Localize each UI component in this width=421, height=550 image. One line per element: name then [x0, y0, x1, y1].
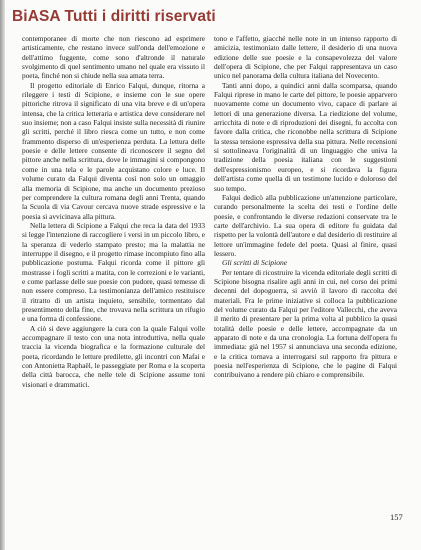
paragraph: Per tentare di ricostruire la vicenda editoriale degli scritti di Scipione bisogna risalire agli anni in cui, nel corso dei primi decenni del dopoguerra, si avviò il lavoro di raccolta dei materiali. Fra le prime iniziative si colloca la pubblicazione del volume curato da Falqui per l'editore Vallecchi, che aveva il merito di presentare per la prima volta al pubblico la quasi totalità delle poesie e delle lettere, accompagnate da un apparato di note e da una cronologia. La fortuna dell'opera fu immediata: già nel 1957 si annunciava una seconda edizione, e la critica tornava a interrogarsi sul rapporto fra pittura e poesia nell'esperienza di Scipione, che le pagine di Falqui contribuivano a rendere più chiaro e comprensibile.: [214, 267, 397, 380]
paragraph: contemporanee di morte che non riescono ad esprimere artisticamente, che restano invece sull'onda dell'emozione e dell'attimo fuggente, come sono d'altronde il naturale svolgimento di quel sentimento umano nel quale era vissuto il poeta, finché non si chiude nella sua amata terra.: [22, 34, 205, 81]
paragraph: Il progetto editoriale di Enrico Falqui, dunque, ritorna a rileggere i testi di Scipione, e insieme con le sue opere pittoriche ritrova il significato di una vita breve e di un'opera intensa, che la critica letteraria e artistica deve considerare nel suo insieme; non a caso Falqui insiste sulla necessità di riunire gli scritti, perché il libro riesca come un tutto, e non come frammento disperso di un'esperienza perduta. La lettura delle poesie e delle lettere consente di riconoscere il segno del pittore anche nella scrittura, dove le immagini si compongono come in una tela e le parole acquistano colore e luce. Il volume curato da Falqui diventa così non solo un omaggio alla memoria di Scipione, ma anche un documento prezioso per comprendere la cultura romana degli anni Trenta, quando la Scuola di via Cavour cercava nuove strade espressive e la poesia si avvicinava alla pittura.: [22, 80, 205, 221]
paragraph: A ciò si deve aggiungere la cura con la quale Falqui volle accompagnare il testo con una nota introduttiva, nella quale traccia la vicenda biografica e la formazione culturale del poeta, ricordando le letture predilette, gli incontri con Mafai e con Antonietta Raphaël, le passeggiate per Roma e la scoperta della città barocca, che nelle tele di Scipione assume toni visionari e drammatici.: [22, 323, 205, 389]
paragraph: Tanti anni dopo, a quindici anni dalla scomparsa, quando Falqui riprese in mano le carte del pittore, le poesie apparvero nuovamente come un documento vivo, capace di parlare ai lettori di una generazione diversa. La riedizione del volume, arricchita di note e di riproduzioni dei disegni, fu accolta con favore dalla critica, che riconobbe nella scrittura di Scipione la stessa tensione espressiva della sua pittura. Nelle recensioni si sottolineava l'originalità di un linguaggio che univa la tradizione della poesia italiana con le suggestioni dell'espressionismo europeo, e si ricordava la figura dell'artista come quella di un testimone lucido e doloroso del suo tempo.: [214, 80, 397, 193]
section-title: Gli scritti di Scipione: [222, 258, 288, 268]
paragraph: Nella lettera di Scipione a Falqui che reca la data del 1933 si legge l'intenzione di raccogliere i versi in un piccolo libro, e la speranza di vederlo stampato presto; ma la malattia ne interruppe il disegno, e il progetto rimase incompiuto fino alla pubblicazione postuma. Falqui ricorda come il pittore gli mostrasse i fogli scritti a matita, con le correzioni e le varianti, e come parlasse delle sue poesie con pudore, quasi temesse di non essere compreso. La testimonianza dell'amico restituisce il ritratto di un artista inquieto, sensibile, tormentato dal presentimento della fine, che trovava nella scrittura un rifugio e una forma di confessione.: [22, 220, 205, 324]
watermark-text: BiASA Tutti i diritti riservati: [12, 8, 216, 25]
page-number: 157: [390, 512, 403, 522]
right-column: [214, 34, 397, 380]
paragraph: tono e l'affetto, giacché nelle note in un intenso rapporto di amicizia, testimoniato dalle lettere, il desiderio di una nuova edizione delle sue poesie e la consapevolezza del valore dell'opera di Scipione, che per Falqui rappresentava un caso unico nel panorama della cultura italiana del Novecento.: [214, 34, 397, 81]
left-column: [22, 34, 205, 389]
watermark: [8, 2, 216, 32]
paragraph: Falqui dedicò alla pubblicazione un'attenzione particolare, curando personalmente la scelta dei testi e l'ordine delle poesie, e confrontando le diverse redazioni conservate tra le carte dell'archivio. La sua opera di editore fu guidata dal rispetto per la volontà dell'autore e dal desiderio di restituire al lettore un'immagine fedele del poeta. Quasi al finire, quasi lessero.: [214, 192, 397, 258]
